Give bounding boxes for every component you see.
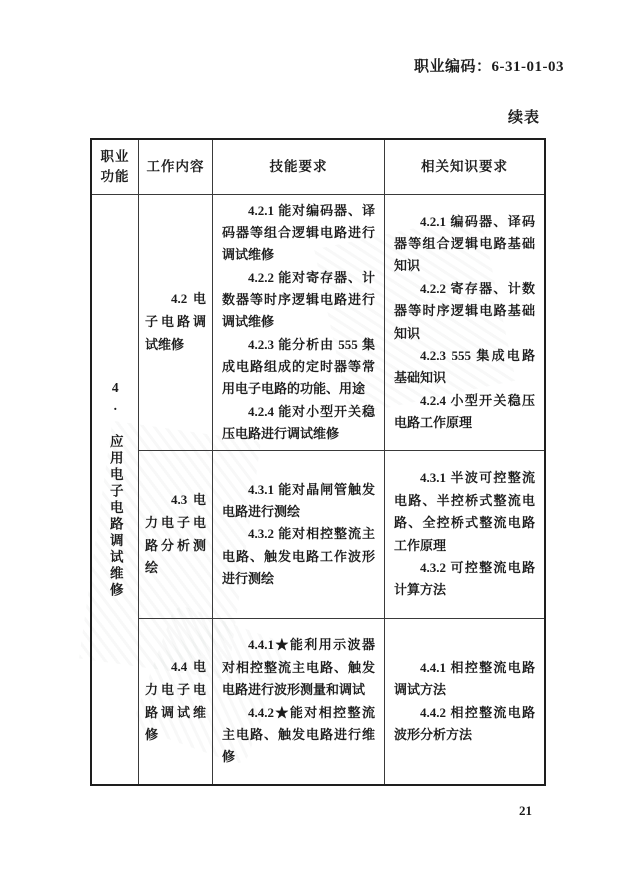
knowledge-item: 4.2.1 编码器、译码器等组合逻辑电路基础知识	[394, 213, 535, 274]
work-content-cell	[139, 451, 213, 619]
knowledge-item: 4.3.1 半波可控整流电路、半控桥式整流电路、全控桥式整流电路工作原理	[394, 470, 535, 553]
work-content-text: 4.2 电子电路调试维修	[145, 291, 206, 352]
knowledge-item: 4.3.2 可控整流电路计算方法	[394, 559, 535, 598]
knowledge-item: 4.2.2 寄存器、计数器等时序逻辑电路基础知识	[394, 280, 535, 341]
skill-item: 4.4.2★能对相控整流主电路、触发电路进行维修	[222, 704, 375, 765]
skill-item: 4.3.1 能对晶闸管触发电路进行测绘	[222, 481, 375, 519]
skill-item: 4.3.2 能对相控整流主电路、触发电路工作波形进行测绘	[222, 526, 375, 587]
header-skill-requirements: 技能要求	[213, 140, 385, 195]
occupation-code: 职业编码：6-31-01-03	[414, 59, 564, 75]
page-number: 21	[519, 803, 532, 818]
continued-table-label: 续表	[507, 110, 540, 126]
skill-item: 4.2.1 能对编码器、译码器等组合逻辑电路进行调试维修	[222, 202, 375, 263]
knowledge-item: 4.4.2 相控整流电路波形分析方法	[394, 704, 535, 742]
header-work-content: 工作内容	[139, 140, 213, 195]
header-occupational-function: 职业功能	[92, 140, 139, 195]
skill-item: 4.2.3 能分析由 555 集成电路组成的定时器等常用电子电路的功能、用途	[222, 336, 375, 397]
knowledge-requirements-cell	[385, 195, 544, 451]
skill-requirements-cell	[213, 451, 385, 619]
skill-item: 4.2.2 能对寄存器、计数器等时序逻辑电路进行调试维修	[222, 269, 375, 330]
knowledge-item: 4.2.3 555 集成电路基础知识	[394, 347, 535, 386]
function-column-cell	[92, 195, 139, 784]
skill-item: 4.2.4 能对小型开关稳压电路进行调试维修	[222, 403, 375, 442]
work-content-text: 4.3 电力电子电路分析测绘	[145, 492, 206, 576]
skill-item: 4.4.1★能利用示波器对相控整流主电路、触发电路进行波形测量和调试	[222, 637, 375, 698]
work-content-cell	[139, 619, 213, 784]
skill-requirements-cell	[213, 619, 385, 784]
knowledge-item: 4.4.1 相控整流电路调试方法	[394, 659, 535, 698]
knowledge-requirements-cell	[385, 451, 544, 619]
function-vertical-label: 4. 应用电子电路调试维修	[107, 380, 123, 599]
header-knowledge-requirements: 相关知识要求	[385, 140, 544, 195]
skill-requirements-cell	[213, 195, 385, 451]
work-content-text: 4.4 电力电子电路调试维修	[145, 659, 206, 743]
requirements-table	[90, 138, 546, 786]
knowledge-item: 4.2.4 小型开关稳压电路工作原理	[394, 392, 535, 430]
knowledge-requirements-cell	[385, 619, 544, 784]
work-content-cell	[139, 195, 213, 451]
